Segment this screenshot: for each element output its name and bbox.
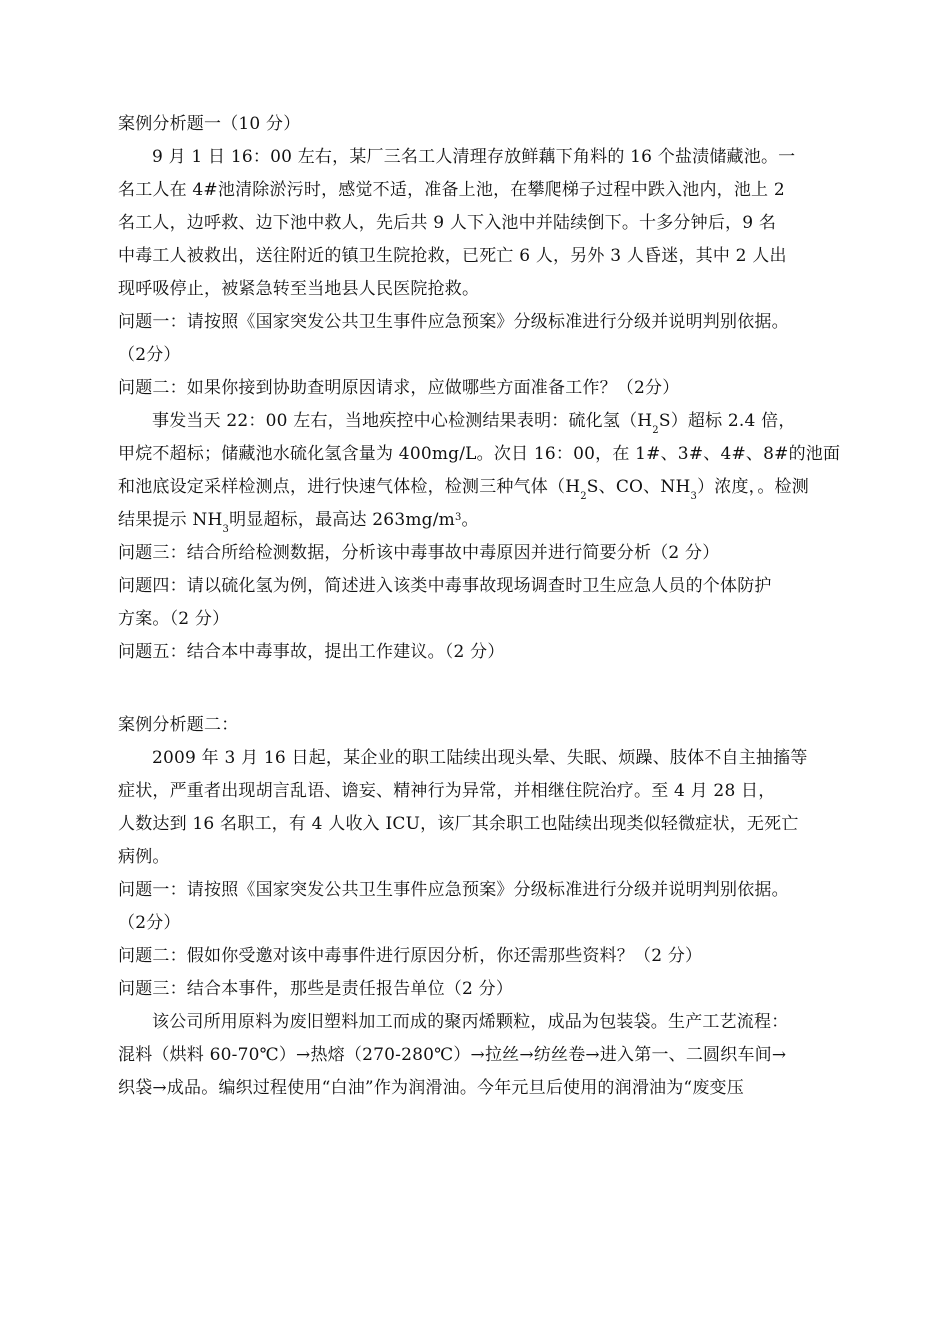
case2-para2-line: 该公司所用原料为废旧塑料加工而成的聚丙烯颗粒，成品为包装袋。生产工艺流程： [152,1012,789,1032]
case1-para1-line: 中毒工人被救出，送往附近的镇卫生院抢救，已死亡 6 人，另外 3 人昏迷，其中 2 人出 [118,246,787,266]
case1-question-5: 问题五：结合本中毒事故，提出工作建议。（2 分） [118,642,505,662]
case1-para2-line: 甲烷不超标；储藏池水硫化氢含量为 400mg/L。次日 16：00，在 1#、3#、4#、8#的池面 [118,444,841,464]
case1-question-4-cont: 方案。（2 分） [118,609,230,629]
case2-para1-line: 症状，严重者出现胡言乱语、谵妄、精神行为异常，并相继住院治疗。至 4 月 28 日， [118,781,776,801]
case1-para1-line: 名工人在 4#池清除淤污时，感觉不适，准备上池，在攀爬梯子过程中跌入池内，池上 2 [118,180,785,200]
section-gap [118,669,838,709]
case2-para1-line: 2009 年 3 月 16 日起，某企业的职工陆续出现头晕、失眠、烦躁、肢体不自主抽搐等 [152,748,808,768]
case1-question-1-score: （2分） [118,345,181,365]
case1-question-1: 问题一：请按照《国家突发公共卫生事件应急预案》分级标准进行分级并说明判别依据。 [118,312,789,332]
case2-question-1-score: （2分） [118,913,181,933]
case1-para1-line: 9 月 1 日 16：00 左右，某厂三名工人清理存放鲜藕下角料的 16 个盐渍储藏池。一 [152,147,796,167]
case1-para2-line: 和池底设定采样检测点，进行快速气体检，检测三种气体（$H_2S$、CO、$NH_3$）浓度，。检测 [118,477,809,502]
case1-para1-line: 现呼吸停止，被紧急转至当地县人民医院抢救。 [118,279,480,299]
case1-title: 案例分析题一（10 分） [118,114,301,134]
case2-para2-line: 混料（烘料 60-70℃）→热熔（270-280℃）→拉丝→纺丝卷→进入第一、二圆织车间→ [118,1045,787,1065]
case1-question-4: 问题四：请以硫化氢为例，简述进入该类中毒事故现场调查时卫生应急人员的个体防护 [118,576,772,596]
case2-question-1: 问题一：请按照《国家突发公共卫生事件应急预案》分级标准进行分级并说明判别依据。 [118,880,789,900]
case2-question-2: 问题二：假如你受邀对该中毒事件进行原因分析，你还需那些资料？（2 分） [118,946,703,966]
case1-para1-line: 名工人，边呼救、边下池中救人，先后共 9 人下入池中并陆续倒下。十多分钟后，9 名 [118,213,777,233]
case1-question-3: 问题三：结合所给检测数据，分析该中毒事故中毒原因并进行简要分析（2 分） [118,543,720,563]
case1-question-2: 问题二：如果你接到协助查明原因请求，应做哪些方面准备工作？（2分） [118,378,680,398]
case1-para2-line: 事发当天 22：00 左右，当地疾控中心检测结果表明：硫化氢$(H_2S)$超标 2.4 倍， [152,411,796,436]
case2-para1-line: 人数达到 16 名职工，有 4 人收入 ICU，该厂其余职工也陆续出现类似轻微症状，无死亡 [118,814,799,834]
case2-para1-line: 病例。 [118,847,170,867]
case2-title: 案例分析题二： [118,715,239,735]
document-page [118,108,841,1105]
case2-question-3: 问题三：结合本事件，那些是责任报告单位（2 分） [118,979,514,999]
case1-para2-line: 结果提示 $NH_3$明显超标，最高达 $263mg/m^3$。 [118,510,479,535]
case2-para2-line: 织袋→成品。编织过程使用“白油”作为润滑油。今年元旦后使用的润滑油为“废变压 [118,1078,744,1098]
